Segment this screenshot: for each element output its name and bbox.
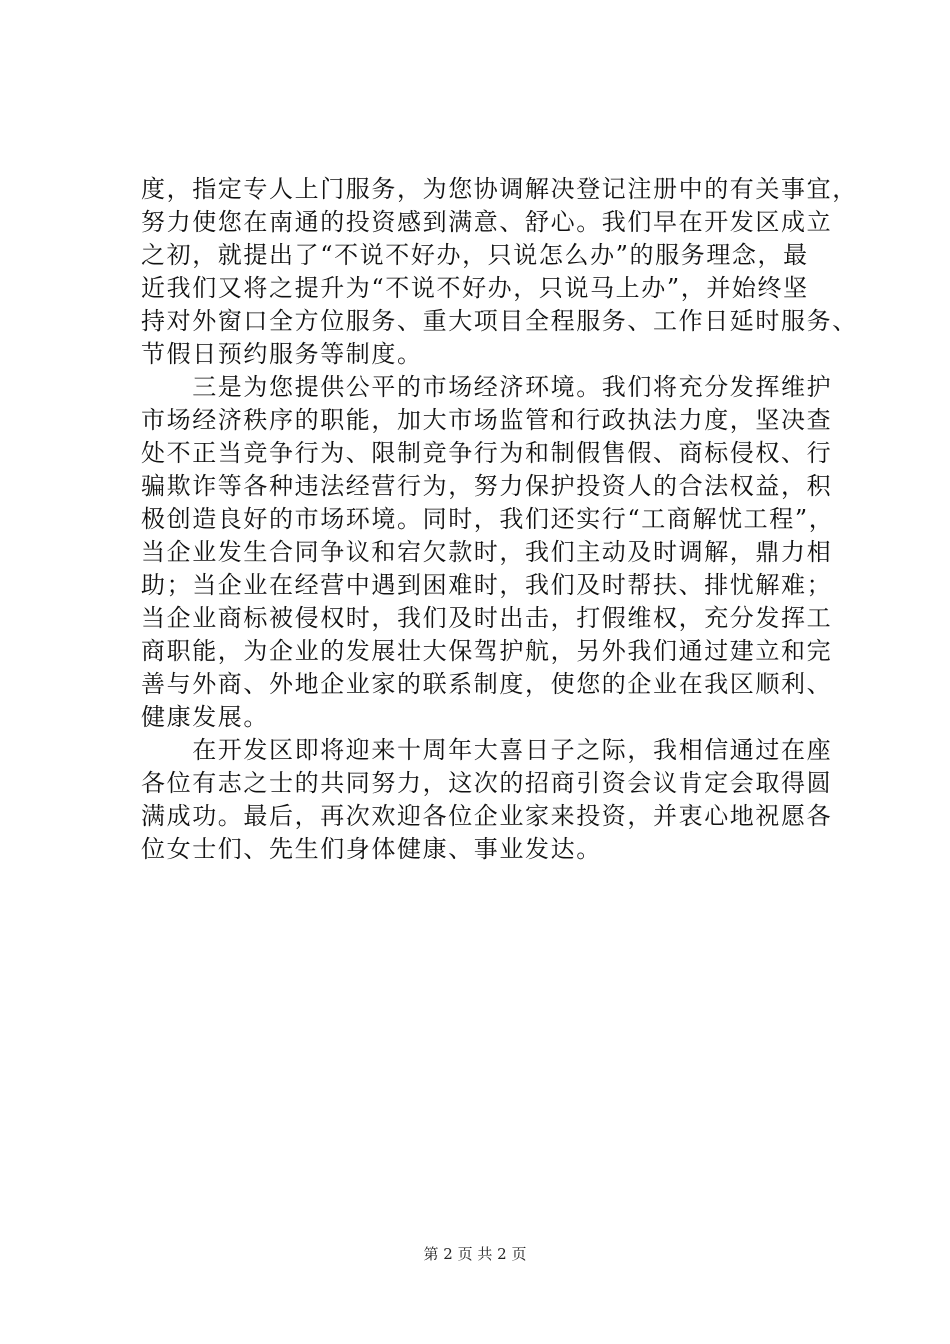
text-line: 处不正当竞争行为、限制竞争行为和制假售假、商标侵权、行	[141, 439, 833, 467]
text-line: 努力使您在南通的投资感到满意、舒心。我们早在开发区成立	[141, 208, 833, 236]
text-line: 三是为您提供公平的市场经济环境。我们将充分发挥维护	[141, 373, 833, 401]
text-line: 各位有志之士的共同努力，这次的招商引资会议肯定会取得圆	[141, 769, 833, 797]
text-line: 之初，就提出了“不说不好办，只说怎么办”的服务理念，最	[141, 241, 809, 269]
text-line: 持对外窗口全方位服务、重大项目全程服务、工作日延时服务、	[141, 307, 858, 335]
page-number-label: 第 2 页 共 2 页	[423, 1245, 527, 1263]
page-footer	[0, 1244, 950, 1264]
text-line: 在开发区即将迎来十周年大喜日子之际，我相信通过在座	[141, 736, 833, 764]
text-line: 商职能，为企业的发展壮大保驾护航，另外我们通过建立和完	[141, 637, 833, 665]
text-line: 极创造良好的市场环境。同时，我们还实行“工商解忧工程”，	[141, 505, 835, 533]
text-line: 当企业商标被侵权时，我们及时出击，打假维权，充分发挥工	[141, 604, 833, 632]
text-line: 健康发展。	[141, 703, 269, 731]
text-line: 市场经济秩序的职能，加大市场监管和行政执法力度，坚决查	[141, 406, 833, 434]
text-line: 善与外商、外地企业家的联系制度，使您的企业在我区顺利、	[141, 670, 833, 698]
document-body	[141, 173, 858, 866]
text-line: 近我们又将之提升为“不说不好办，只说马上办”，并始终坚	[141, 274, 809, 302]
text-line: 助；当企业在经营中遇到困难时，我们及时帮扶、排忧解难；	[141, 571, 833, 599]
text-line: 节假日预约服务等制度。	[141, 340, 423, 368]
text-line: 位女士们、先生们身体健康、事业发达。	[141, 835, 602, 863]
text-line: 当企业发生合同争议和宕欠款时，我们主动及时调解，鼎力相	[141, 538, 833, 566]
text-line: 度，指定专人上门服务，为您协调解决登记注册中的有关事宜，	[141, 175, 858, 203]
text-line: 满成功。最后，再次欢迎各位企业家来投资，并衷心地祝愿各	[141, 802, 833, 830]
text-line: 骗欺诈等各种违法经营行为，努力保护投资人的合法权益，积	[141, 472, 833, 500]
